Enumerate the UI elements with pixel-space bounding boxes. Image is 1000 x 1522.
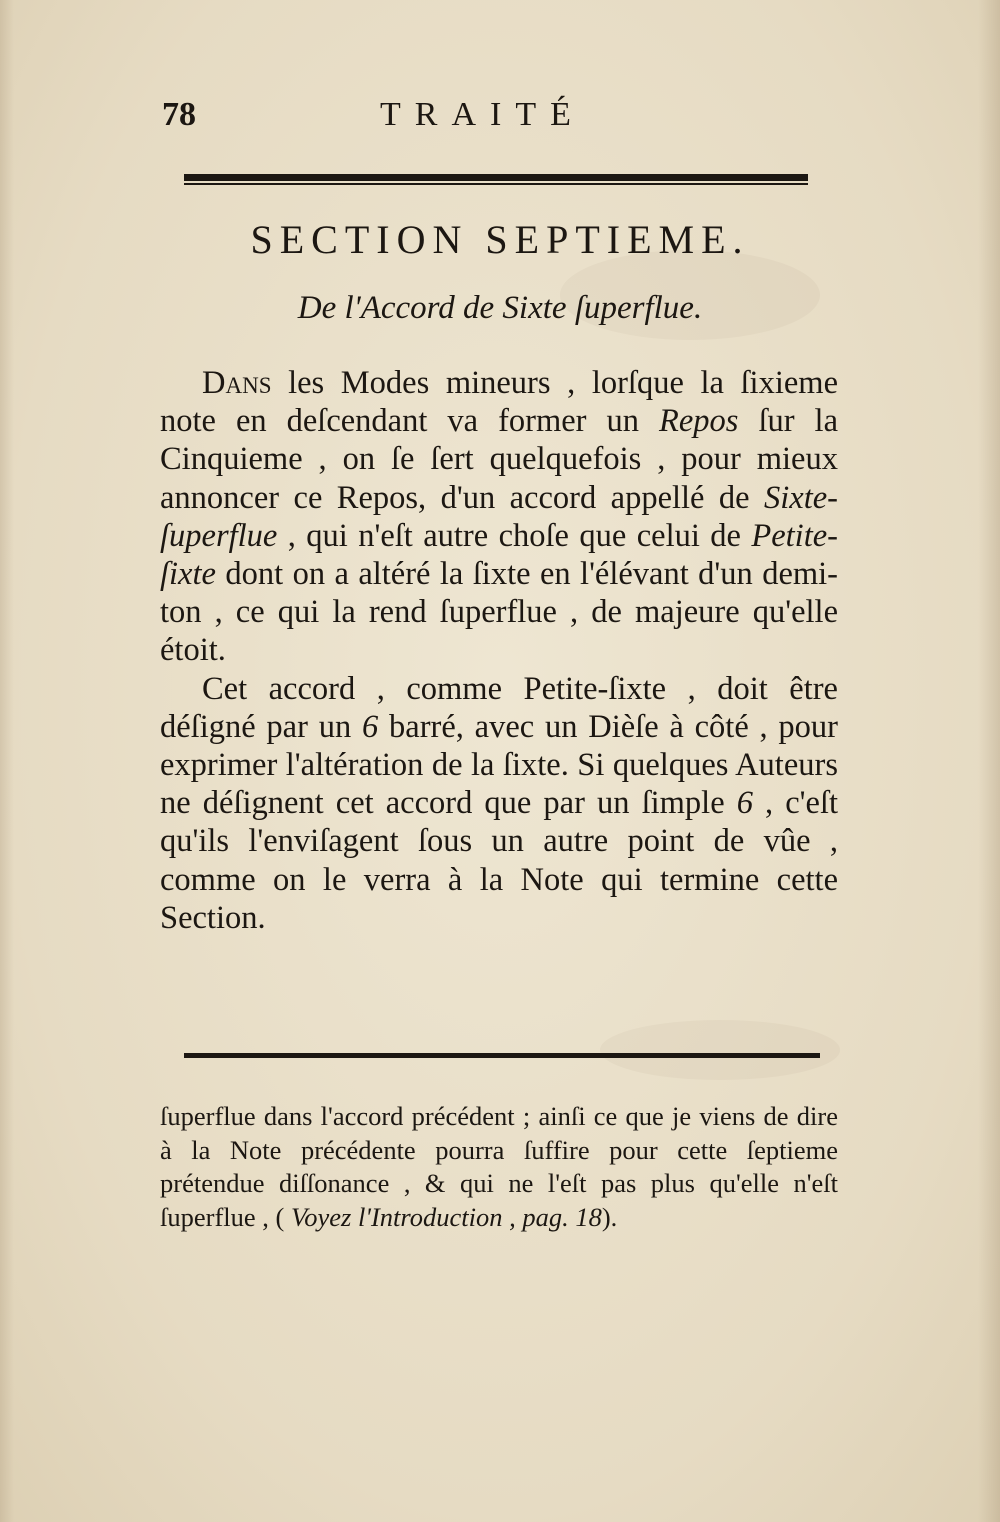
- footnote: ſuperflue dans l'accord précédent ; ainſi ce que je viens de dire à la Note précédente pourra ſuffire pour cette ſeptieme prétendue diſſonance , & qui ne l'eſt pas plus qu'elle n'eſt ſuperflue , ( Voyez l'Introduction , pag. 18).: [160, 1101, 838, 1232]
- header-double-rule: [184, 174, 808, 186]
- running-head: TRAITÉ: [380, 96, 585, 133]
- small-caps-opening: Dans: [202, 365, 272, 401]
- section-subtitle: De l'Accord de Sixte ſuperflue.: [297, 290, 703, 326]
- italic-term: Petite-ſixte: [160, 517, 838, 593]
- paper-stain: [600, 1020, 840, 1080]
- paragraph-2: Cet accord , comme Petite-ſixte , doit être déſigné par un 6 barré, avec un Dièſe à côté , pour exprimer l'altération de la ſixte. Si quelques Auteurs ne déſignent cet accord que par un ſimple 6 , c'eſt qu'ils l'enviſagent ſous un autre point de vûe , comme on le verra à la Note qui termine cette Section.: [160, 670, 839, 936]
- italic-term: Sixte-ſuperflue: [160, 479, 838, 554]
- footnote-rule: [184, 1053, 820, 1058]
- italic-reference: Voyez l'Introduction , pag. 18: [290, 1201, 602, 1232]
- italic-term: Repos: [659, 403, 739, 440]
- italic-figure: 6: [362, 708, 379, 745]
- italic-figure: 6: [736, 785, 753, 822]
- section-title: SECTION SEPTIEME.: [250, 217, 750, 262]
- page-number: 78: [162, 96, 196, 133]
- page-header: [162, 96, 838, 140]
- body-text: [160, 364, 838, 937]
- paragraph-1: Dans les Modes mineurs , lorſque la ſixieme note en deſcendant va former un Repos ſur la Cinquieme , on ſe ſert quelquefois , pour mieux annoncer ce Repos, d'un accord appellé de Sixte-ſuperflue , qui n'eſt autre choſe que celui de Petite-ſixte dont on a altéré la ſixte en l'élévant d'un demi-ton , ce qui la rend ſuperflue , de majeure qu'elle étoit.: [160, 365, 838, 669]
